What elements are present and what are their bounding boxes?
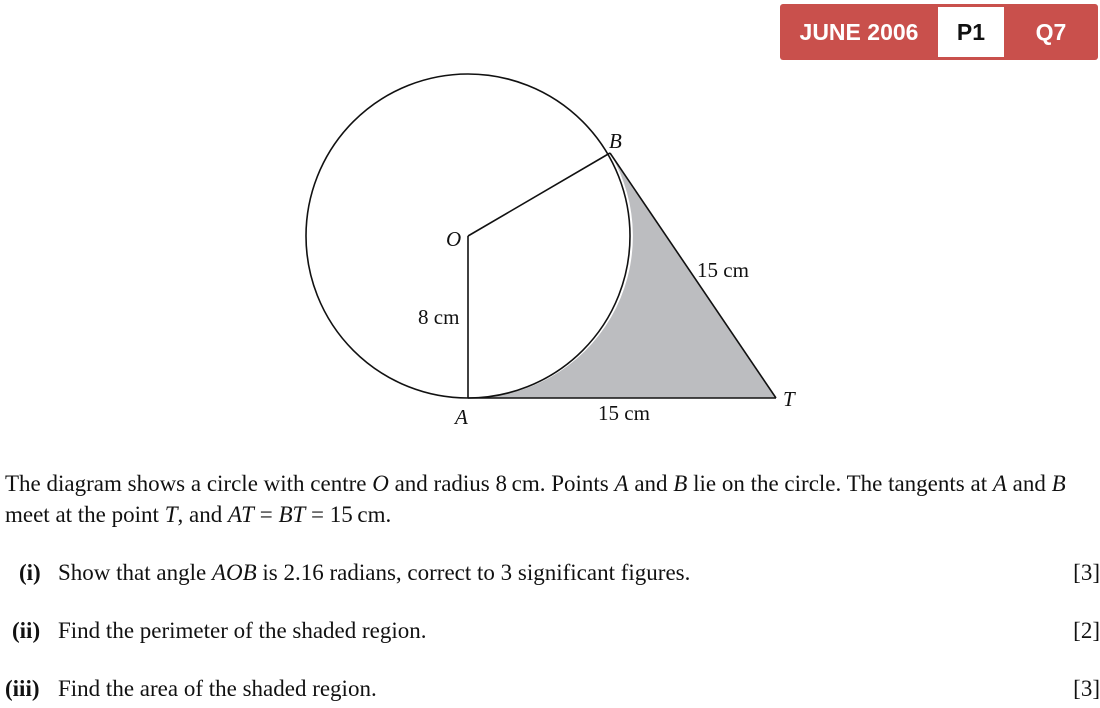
part-number: (i) <box>19 560 41 585</box>
problem-statement: The diagram shows a circle with centre O and radius 8 cm. Points A and B lie on the circle. The tangents at A and B meet at the point T, and AT = BT = 15 cm. <box>5 471 1066 527</box>
part-number: (iii) <box>5 676 40 701</box>
part-number: (ii) <box>12 618 41 643</box>
label-a: A <box>455 405 468 429</box>
part-marks: [3] <box>1073 676 1100 701</box>
part-text: Find the perimeter of the shaded region. <box>58 618 427 643</box>
part-text: Show that angle AOB is 2.16 radians, correct to 3 significant figures. <box>58 560 691 585</box>
question-number: Q7 <box>1035 18 1067 45</box>
length-at: 15 cm <box>598 401 650 425</box>
label-o: O <box>446 227 462 251</box>
radius-ob <box>468 153 610 236</box>
part-marks: [2] <box>1073 618 1100 643</box>
question-part-ii <box>5 615 1100 647</box>
question-part-iii <box>5 673 1100 705</box>
part-marks: [3] <box>1073 560 1100 585</box>
length-oa: 8 cm <box>418 305 460 329</box>
exam-date: JUNE 2006 <box>799 18 919 45</box>
label-t: T <box>783 387 795 411</box>
question-part-i <box>5 557 1100 589</box>
length-bt: 15 cm <box>697 258 749 282</box>
part-text: Find the area of the shaded region. <box>58 676 377 701</box>
paper-number: P1 <box>938 7 1004 57</box>
label-b: B <box>609 129 622 153</box>
